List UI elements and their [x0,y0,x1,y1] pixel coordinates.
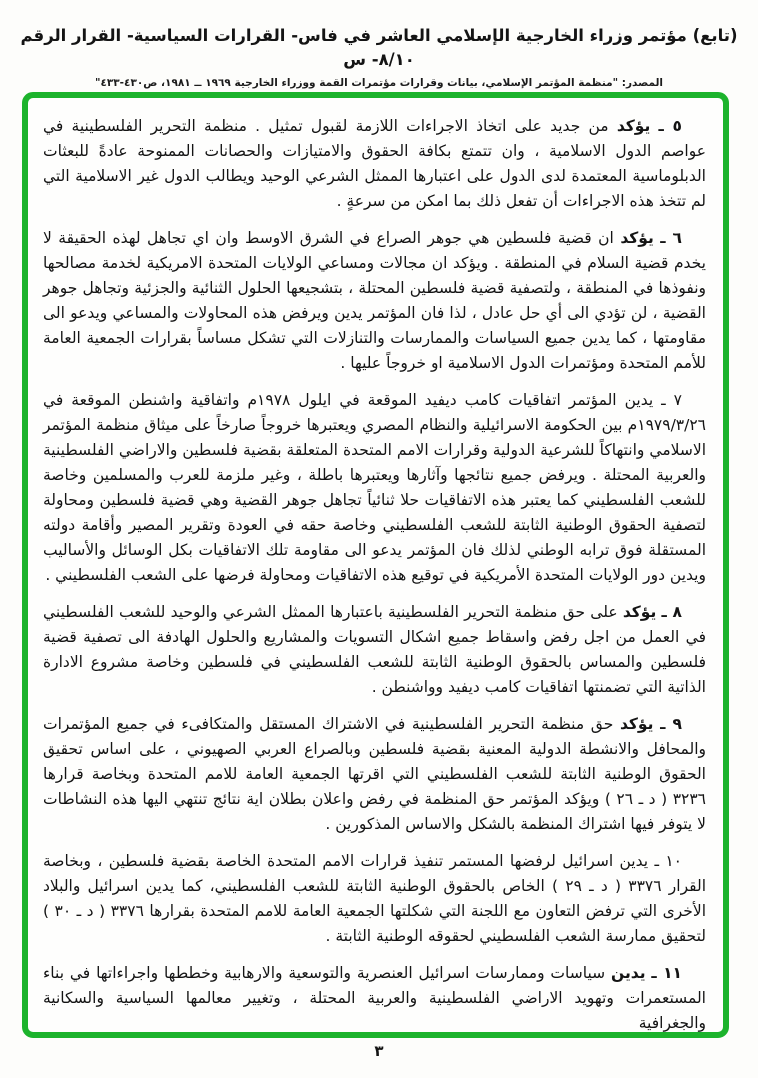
resolution-paragraph [43,388,706,588]
resolution-number: ١٠ ـ [654,852,682,870]
resolution-lead-word: يؤكد [616,117,651,135]
resolutions-box [22,92,729,1038]
resolution-text: المؤتمر اتفاقيات كامب ديفيد الموقعة في ايلول ١٩٧٨م واتفاقية واشنطن الموقعة في ١٩٧٩/٣/٢٦م بين الحكومة الاسرائيلية والنظام المصري ويعتبرها خروجاً صارخاً على ميثاق منظمة المؤتمر الاسلامي وانتهاكاً للشرعية الدولية وقرارات الامم المتحدة المتعلقة بقضية فلسطين والاراضي الفلسطينية والعربية المحتلة . ويرفض جميع نتائجها وآثارها ويعتبرها باطلة ، وغير ملزمة للعرب والمسلمين وخاصة للشعب الفلسطيني كما يعتبر هذه الاتفاقيات حلا ثنائياً تجاهل جوهر القضية وهي قضية فلسطين ومحاولة لتصفية الحقوق الوطنية الثابتة للشعب الفلسطيني وخاصة حقه في العودة وتقرير المصير وأقامة دولته المستقلة فوق ترابه الوطني لذلك فان المؤتمر يدعو الى مقاومة تلك الاتفاقيات بكل الوسائل والأساليب ويدين دور الولايات المتحدة الأمريكية في توقيع هذه الاتفاقيات ومحاولة فرضها على الشعب الفلسطيني . [43,391,706,584]
resolution-number: ٩ ـ [660,715,682,733]
resolution-lead-word: يدين [624,391,654,409]
resolution-number: ٨ ـ [661,603,682,621]
resolution-paragraph [43,849,706,949]
document-title: (تابع) مؤتمر وزراء الخارجية الإسلامي العاشر في فاس- القرارات السياسية- القرار الرقم ٨/١٠- س [20,26,738,69]
resolution-paragraph [43,600,706,700]
resolution-paragraph [43,712,706,837]
page-number: ٣ [374,1042,384,1060]
resolution-lead-word: يؤكد [620,229,654,247]
resolution-paragraph [43,114,706,214]
resolution-number: ٧ ـ [661,391,682,409]
document-header [0,24,758,89]
resolution-text: حق منظمة التحرير الفلسطينية في الاشتراك المستقل والمتكافىء في جميع المؤتمرات والمحافل والانشطة الدولية المعنية بقضية فلسطين وبالصراع العربي الصهيوني ، على اساس تحقيق الحقوق الوطنية الثابتة للشعب الفلسطيني التي اقرتها الجمعية العامة للامم المتحدة وبخاصة قرارها ٣٢٣٦ ( د ـ ٢٦ ) ويؤكد المؤتمر حق المنظمة في رفض واعلان بطلان اية نتائج تنتهي اليها هذه النشاطات لا يتوفر فيها اشتراك المنظمة بالشكل والاساس المذكورين . [43,715,706,833]
resolution-paragraph [43,961,706,1036]
resolution-number: ١١ ـ [651,964,682,982]
resolution-text: اسرائيل لرفضها المستمر تنفيذ قرارات الامم المتحدة الخاصة بقضية فلسطين ، وبخاصة القرار ٣٣٧٦ ( د ـ ٢٩ ) الخاص بالحقوق الوطنية الثابتة للشعب الفلسطيني، كما يدين اسرائيل والبلاد الأخرى التي ترفض التعاون مع اللجنة التي شكلتها الجمعية العامة للامم المتحدة بقرارها ٣٣٧٦ ( د ـ ٣٠ ) لتحقيق ممارسة الشعب الفلسطيني لحقوقه الوطنية الثابتة . [43,852,706,945]
resolution-number: ٥ ـ [658,117,682,135]
resolution-text: سياسات وممارسات اسرائيل العنصرية والتوسعية والارهابية وخططها واجراءاتها في بناء المستعمرات وتهويد الاراضي الفلسطينية والعربية المحتلة ، وتغيير معالمها السياسية والسكانية والجغرافية [43,964,706,1032]
resolution-lead-word: يدين [611,964,646,982]
resolution-number: ٦ ـ [660,229,682,247]
resolution-lead-word: يدين [619,852,649,870]
resolution-lead-word: يؤكد [622,603,657,621]
source-citation: المصدر: "منظمة المؤتمر الإسلامي، بيانات وقرارات مؤتمرات القمة ووزراء الخارجية ١٩٦٩ ــ ١٩٨١، ص٤٣٠-٤٣٣" [94,77,664,89]
resolution-lead-word: يؤكد [619,715,654,733]
resolution-paragraph [43,226,706,376]
resolution-text: من جديد على اتخاذ الاجراءات اللازمة لقبول تمثيل . منظمة التحرير الفلسطينية في عواصم الدول الاسلامية ، وان تتمتع بكافة الحقوق والامتيازات والحصانات الممنوحة عادةً للبعثات الدبلوماسية المعتمدة لدى الدول على اعتبارها الممثل الشرعي الوحيد ويطالب الدول غير الاسلامية التي لم تتخذ هذه الاجراءات أن تفعل ذلك بما امكن من سرعةٍ . [43,117,706,210]
resolution-text: ان قضية فلسطين هي جوهر الصراع في الشرق الاوسط وان اي تجاهل لهذه الحقيقة لا يخدم قضية السلام في المنطقة . ويؤكد ان مجالات ومساعي الولايات المتحدة الامريكية لخدمة مصالحها ونفوذها في المنطقة ، ولتصفية قضية فلسطين المحتلة ، بتشجيعها الحلول الثنائية والجزئية وتجاهل جوهر القضية ، لن تؤدي الى أي حل عادل ، لذا فان المؤتمر يدين ويرفض هذه المحاولات والمساعي ويدعو الى مقاومتها ، كما يدين جميع السياسات والممارسات والتنازلات التي تشكل مساساً بقرارات الجمعية العامة للأمم المتحدة ومؤتمرات الدول الاسلامية او خروجاً عليها . [43,229,706,372]
resolution-text: على حق منظمة التحرير الفلسطينية باعتبارها الممثل الشرعي والوحيد للشعب الفلسطيني في العمل من اجل رفض واسقاط جميع اشكال التسويات والمشاريع والحلول الهادفة الى تصفية قضية فلسطين والمساس بالحقوق الوطنية الثابتة للشعب الفلسطيني في فلسطين وخاصة مشروع الادارة الذاتية التي تضمنتها اتفاقيات كامب ديفيد وواشنطن . [43,603,706,696]
